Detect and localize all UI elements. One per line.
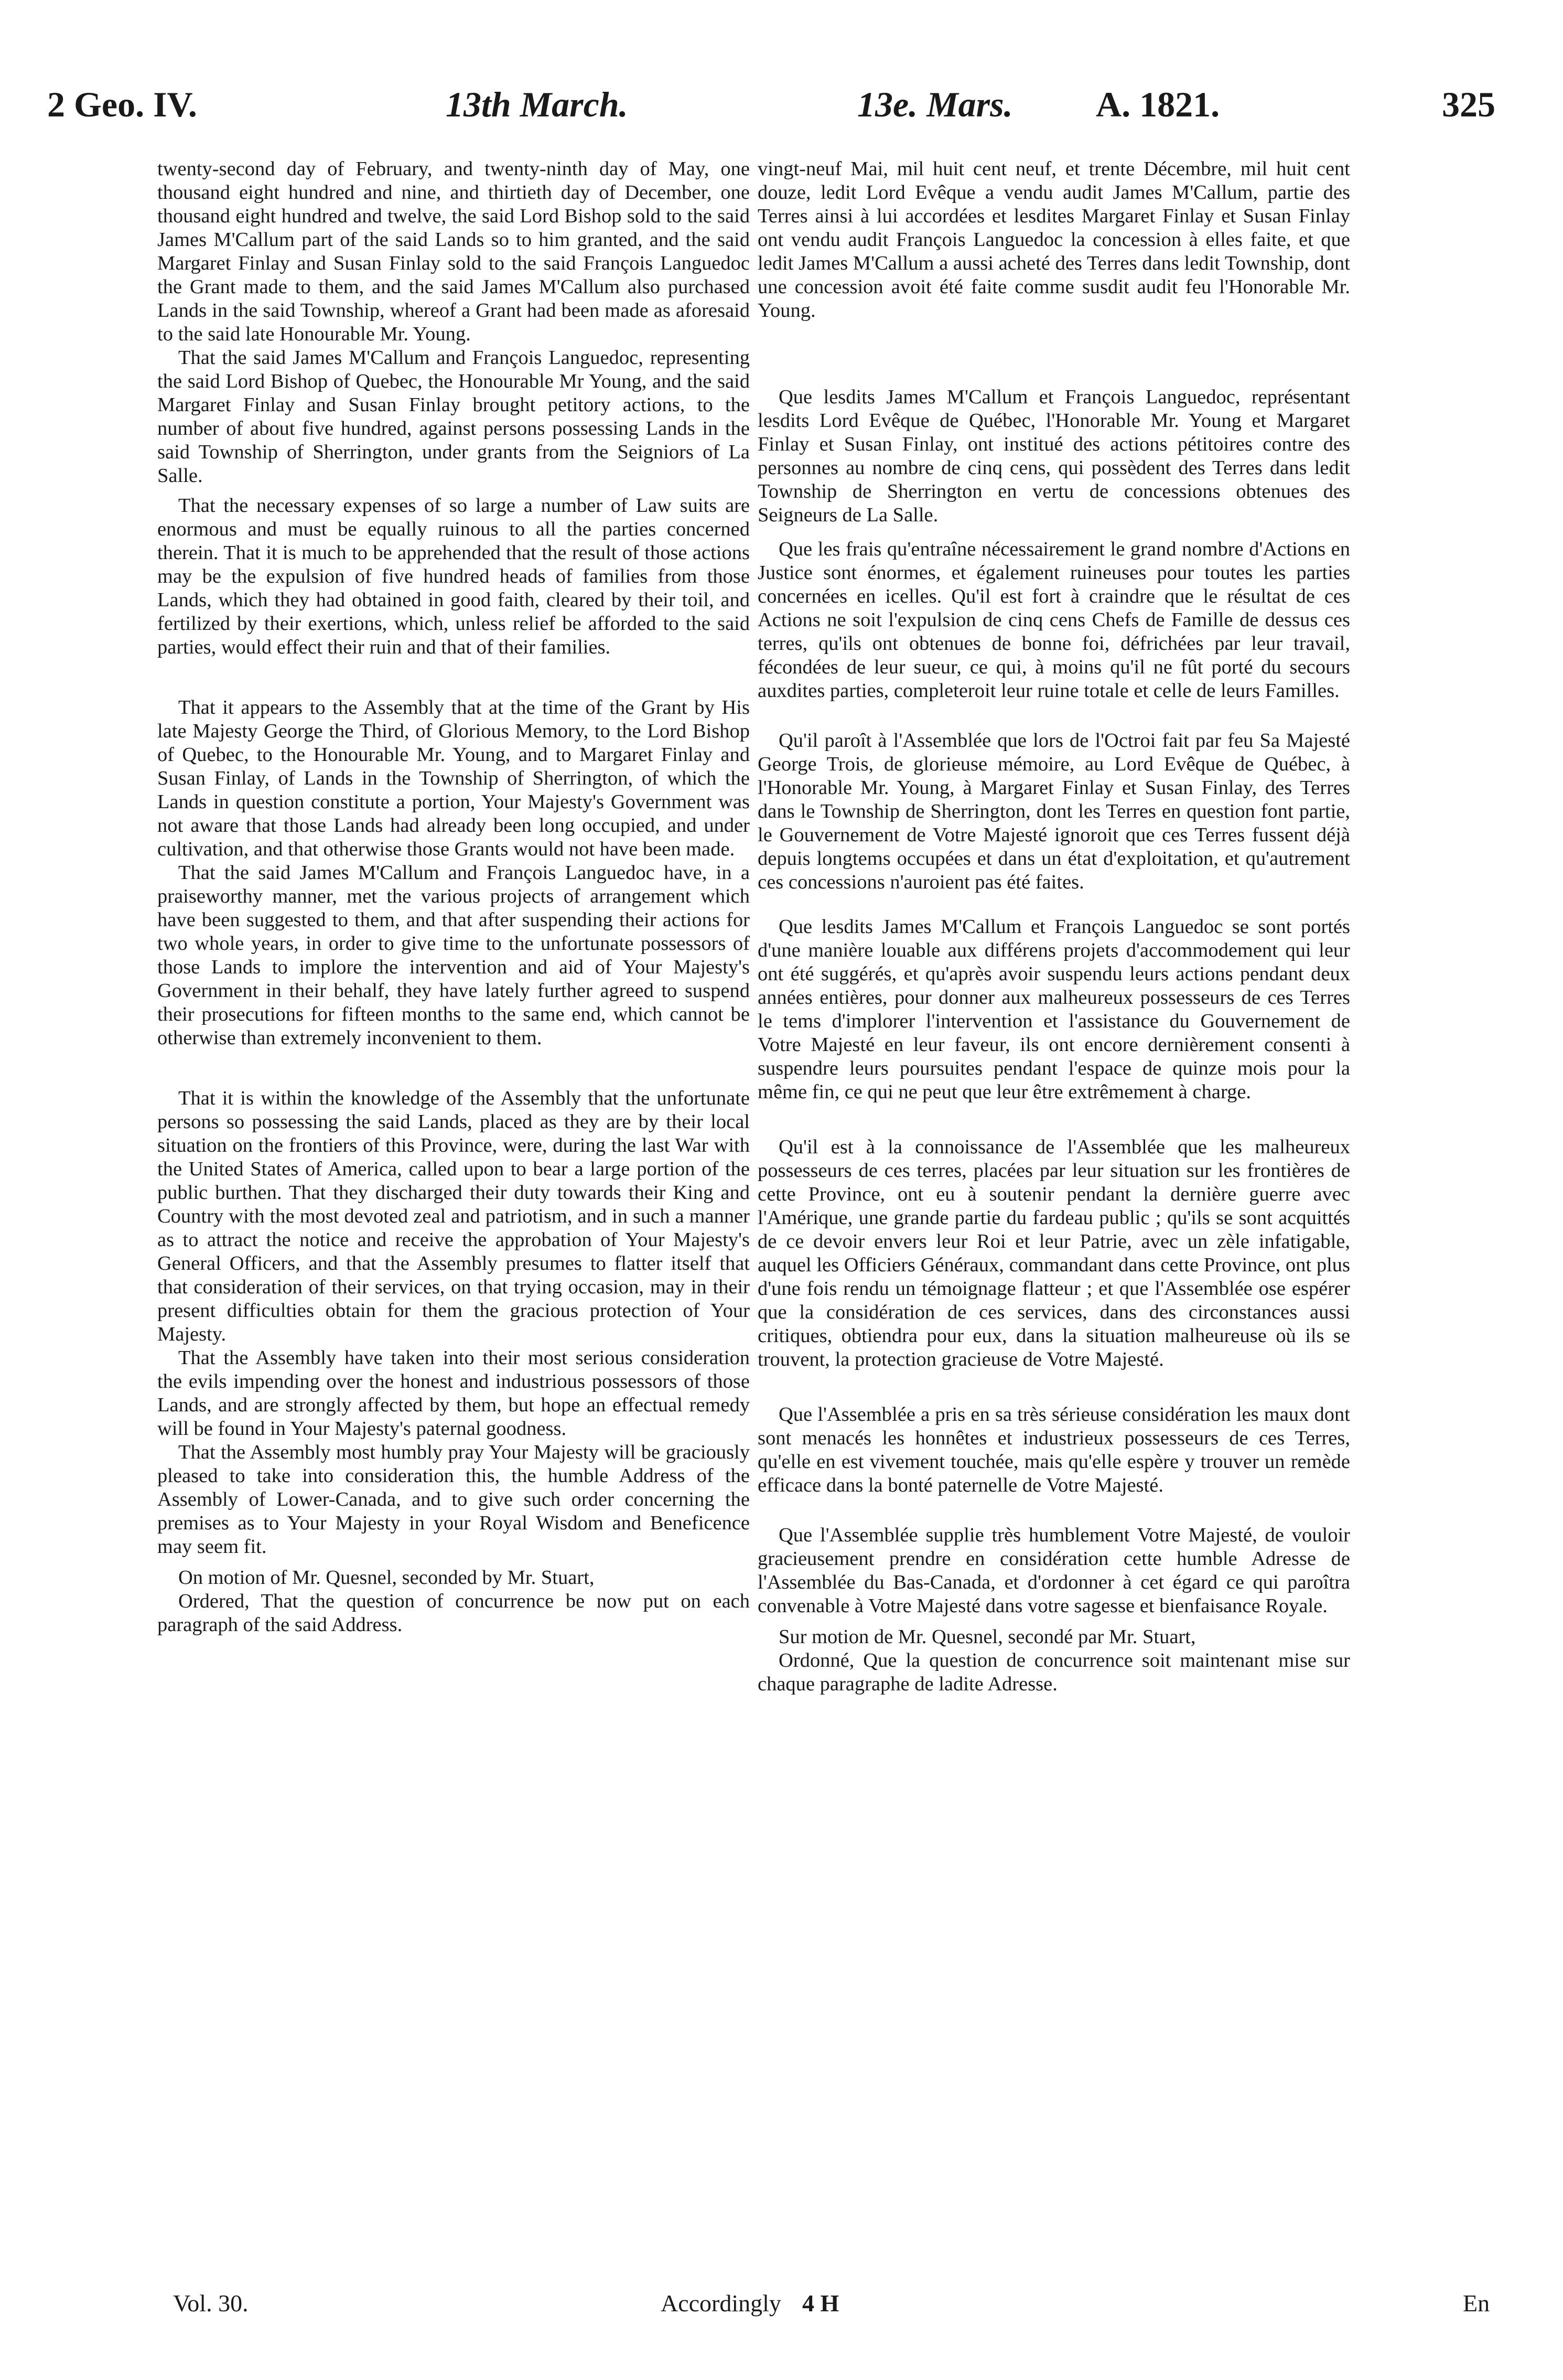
header-date-fr: 13e. Mars. bbox=[857, 84, 1013, 124]
ordered-line-fr: Ordonné, Que la question de concurrence soit maintenant mise sur chaque paragraphe de ladite Adresse. bbox=[758, 1649, 1350, 1695]
header-year: A. 1821. bbox=[1096, 84, 1220, 124]
motion-line: On motion of Mr. Quesnel, seconded by Mr. Stuart, bbox=[178, 1567, 595, 1589]
french-paragraph: Que lesdits James M'Callum et François Languedoc, représentant lesdits Lord Evêque de Québec, l'Honorable Mr. Young et Margaret Finlay et Susan Finlay, ont institué des actions pétitoires contre des personnes au nombre de cinq cens, qui possèdent des Terres dans ledit Township de Sherrington en vertu de concessions obtenues des Seigneurs de La Salle. bbox=[758, 386, 1350, 526]
english-paragraph: That the said James M'Callum and François Languedoc have, in a praiseworthy manner, met the various projects of arrangement which have been suggested to them, and that after suspending their actions for two whole years, in order to give time to the unfortunate possessors of those Lands to implore the intervention and aid of Your Majesty's Government in their behalf, they have lately further agreed to suspend their prosecutions for fifteen months to the same end, which cannot be otherwise than extremely inconvenient to them. bbox=[157, 862, 750, 1049]
french-paragraph: Que lesdits James M'Callum et François Languedoc se sont portés d'une manière louable aux différens projets d'accommodement qui leur ont été suggérés, et qu'après avoir suspendu leurs actions pendant deux années entières, pour donner aux malheureux possesseurs de ces Terres le tems d'implorer l'intervention et l'assistance du Gouvernement de Votre Majesté en leur faveur, ils ont encore dernièrement consenti à suspendre leurs poursuites pendant l'espace de quinze mois pour la même fin, ce qui ne peut que leur être extrêmement à charge. bbox=[758, 916, 1350, 1103]
running-header bbox=[47, 84, 1515, 142]
catchword-fr: En bbox=[1463, 2290, 1490, 2317]
french-paragraph: vingt-neuf Mai, mil huit cent neuf, et trente Décembre, mil huit cent douze, ledit Lord Evêque a vendu audit James M'Callum, partie des Terres ainsi à lui accordées et lesdites Margaret Finlay et Susan Finlay ont vendu audit François Languedoc la concession à elles faite, et que ledit James M'Callum a aussi acheté des Terres dans ledit Township, dont une concession avoit été faite comme susdit audit feu l'Honorable Mr. Young. bbox=[758, 158, 1350, 321]
header-reign: 2 Geo. IV. bbox=[47, 84, 197, 124]
english-paragraph: twenty-second day of February, and twenty-ninth day of May, one thousand eight hundred and nine, and thirtieth day of December, one thousand eight hundred and twelve, the said Lord Bishop sold to the said James M'Callum part of the said Lands so to him granted, and the said Margaret Finlay and Susan Finlay sold to the said François Languedoc the Grant made to them, and the said James M'Callum also purchased Lands in the said Township, whereof a Grant had been made as aforesaid to the said late Honourable Mr. Young. bbox=[157, 158, 750, 345]
french-column bbox=[758, 157, 1350, 1696]
page-footer bbox=[157, 2289, 1510, 2326]
english-paragraph: That the Assembly have taken into their most serious consideration the evils impending over the honest and industrious possessors of those Lands, and are strongly affected by them, but hope an effectual remedy will be found in Your Majesty's paternal goodness. bbox=[157, 1347, 750, 1440]
catchword-en: Accordingly bbox=[661, 2290, 781, 2317]
english-column bbox=[157, 157, 750, 1637]
french-paragraph: Que l'Assemblée supplie très humblement Votre Majesté, de vouloir gracieusement prendre en considération cette humble Adresse de l'Assemblée du Bas-Canada, et d'ordonner à cet égard ce qui paroîtra convenable à Votre Majesté dans votre sagesse et bienfaisance Royale. bbox=[758, 1524, 1350, 1617]
french-paragraph: Qu'il paroît à l'Assemblée que lors de l'Octroi fait par feu Sa Majesté George Trois, de glorieuse mémoire, au Lord Evêque de Québec, à l'Honorable Mr. Young, à Margaret Finlay et Susan Finlay, des Terres dans le Township de Sherrington, dont les Terres en question font partie, le Gouvernement de Votre Majesté ignoroit que ces Terres fussent déjà depuis longtems occupées et dans un état d'exploitation, et qu'autrement ces concessions n'auroient pas été faites. bbox=[758, 730, 1350, 893]
english-paragraph: That the necessary expenses of so large a number of Law suits are enormous and must be equally ruinous to all the parties concerned therein. That it is much to be apprehended that the result of those actions may be the expulsion of five hundred heads of families from those Lands, which they had obtained in good faith, cleared by their toil, and fertilized by their exertions, which, unless relief be afforded to the said parties, would effect their ruin and that of their families. bbox=[157, 495, 750, 658]
ordered-line: Ordered, That the question of concurrence be now put on each paragraph of the said Address. bbox=[157, 1590, 750, 1636]
page-number: 325 bbox=[1442, 84, 1495, 124]
french-paragraph: Que les frais qu'entraîne nécessairement le grand nombre d'Actions en Justice sont énormes, et également ruineuses pour toutes les parties concernées en icelles. Qu'il est fort à craindre que le résultat de ces Actions ne soit l'expulsion de cinq cens Chefs de Famille de dessus ces terres, qu'ils ont obtenues de bonne foi, défrichées par leur travail, fécondées de leur sueur, ce qui, à moins qu'il ne fût porté du secours auxdites parties, completeroit leur ruine totale et celle de leurs Familles. bbox=[758, 538, 1350, 702]
french-paragraph: Qu'il est à la connoissance de l'Assemblée que les malheureux possesseurs de ces terres, placées par leur situation sur les frontières de cette Province, ont eu à soutenir pendant la dernière guerre avec l'Amérique, une grande partie du fardeau public ; qu'ils se sont acquittés de ce devoir envers leur Roi et leur Patrie, avec un zèle infatigable, auquel les Officiers Généraux, commandant dans cette Province, ont plus d'une fois rendu un témoignage flatteur ; et que l'Assemblée ose espérer que la considération de ces services, dans des circonstances aussi critiques, obtiendra pour eux, dans la situation malheureuse où ils se trouvent, la protection gracieuse de Votre Majesté. bbox=[758, 1136, 1350, 1370]
english-paragraph: That the said James M'Callum and François Languedoc, representing the said Lord Bishop of Quebec, the Honourable Mr Young, and the said Margaret Finlay and Susan Finlay brought petitory actions, to the number of about five hundred, against persons possessing Lands in the said Township of Sherrington, under grants from the Seigniors of La Salle. bbox=[157, 347, 750, 487]
english-paragraph: That the Assembly most humbly pray Your Majesty will be graciously pleased to take into consideration this, the humble Address of the Assembly of Lower-Canada, and to give such order concerning the premises as to Your Majesty in your Royal Wisdom and Beneficence may seem fit. bbox=[157, 1441, 750, 1558]
signature-mark: 4 H bbox=[802, 2290, 839, 2317]
english-paragraph: That it appears to the Assembly that at the time of the Grant by His late Majesty George the Third, of Glorious Memory, to the Lord Bishop of Quebec, to the Honourable Mr. Young, and to Margaret Finlay and Susan Finlay, of Lands in the Township of Sherrington, of which the Lands in question constitute a portion, Your Majesty's Government was not aware that those Lands had already been long occupied, and under cultivation, and that otherwise those Grants would not have been made. bbox=[157, 696, 750, 860]
english-paragraph: That it is within the knowledge of the Assembly that the unfortunate persons so possessing the said Lands, placed as they are by their local situation on the frontiers of this Province, were, during the last War with the United States of America, called upon to bear a large portion of the public burthen. That they discharged their duty towards their King and Country with the most devoted zeal and patriotism, and in such a manner as to attract the notice and receive the approbation of Your Majesty's General Officers, and that the Assembly presumes to flatter itself that that consideration of their services, on that trying occasion, may in their present difficulties obtain for them the gracious protection of Your Majesty. bbox=[157, 1087, 750, 1345]
motion-line-fr: Sur motion de Mr. Quesnel, secondé par Mr. Stuart, bbox=[779, 1626, 1196, 1648]
header-date-en: 13th March. bbox=[446, 84, 628, 124]
french-paragraph: Que l'Assemblée a pris en sa très sérieuse considération les maux dont sont menacés les honnêtes et industrieux possesseurs de ces Terres, qu'elle en est vivement touchée, mais qu'elle espère y trouver un remède efficace dans la bonté paternelle de Votre Majesté. bbox=[758, 1403, 1350, 1496]
volume-mark: Vol. 30. bbox=[173, 2290, 249, 2317]
